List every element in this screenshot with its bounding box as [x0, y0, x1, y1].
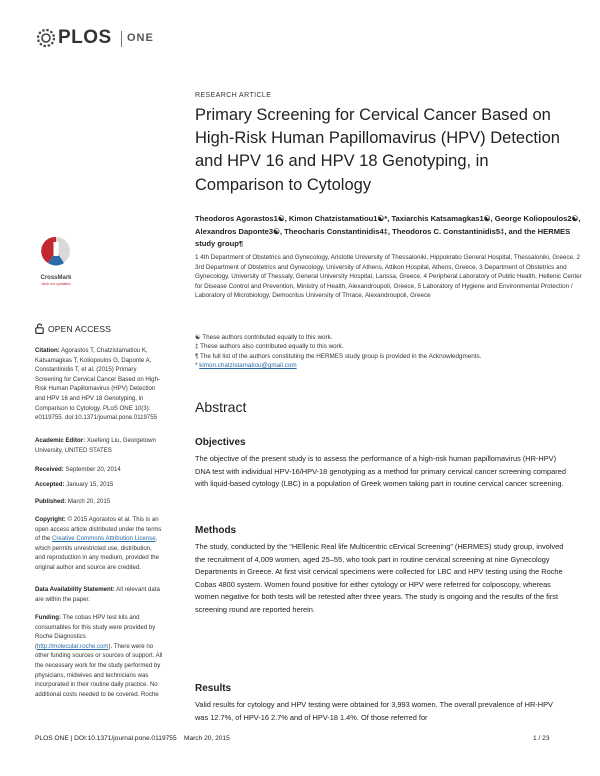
abstract-heading: Abstract — [195, 399, 247, 415]
results-heading: Results — [195, 683, 232, 694]
copyright-text-1: © 2015 Agorastos et al. This is an open access article distributed under the terms of the — [35, 516, 162, 543]
affiliations: 1 4th Department of Obstetrics and Gynecology, Aristotle University of Thessaloniki, Hippokratio General Hospital, Thessaloniki, Greece, 2 3rd Department of Obstetrics and Gynecology, University of Athens, Attikon Hospital, Athens, Greece, 3 Department of Obstetrics and Gynecology, University of Thessaly, General University Hospital, Larissa, Greece, 4 Peripheral Laboratory of Public Health, Hellenic Center for Disease Control and Prevention, Ministry of Health, Alexandroupoli, Greece, 5 Laboratory of Hygiene and Environmental Protection / Laboratory of Microbiology, Democritus University of Thrace, Alexandroupoli, Greece — [195, 254, 582, 300]
email-prefix: * — [195, 361, 200, 369]
received-date: September 20, 2014 — [65, 466, 121, 473]
data-availability-text: All relevant data are within the paper. — [35, 586, 160, 603]
editor-text: Xuefeng Liu, Georgetown University, UNITED STATES — [35, 437, 156, 454]
license-link[interactable]: Creative Commons Attribution License — [51, 535, 156, 543]
objectives-heading: Objectives — [195, 437, 246, 448]
data-availability-label: Data Availability Statement: — [35, 586, 115, 593]
open-access-text: OPEN ACCESS — [48, 324, 112, 334]
plos-one-logo[interactable] — [35, 27, 175, 51]
open-lock-icon — [35, 323, 44, 334]
article-title: Primary Screening for Cervical Cancer Based on High-Risk Human Papillomavirus (HPV) Detection and HPV 16 and HPV 18 Genotyping, in Comparison to Cytology — [195, 106, 560, 194]
citation-block — [35, 346, 163, 423]
accepted-block — [35, 480, 163, 490]
page-number: 1 / 23 — [533, 735, 550, 742]
copyright-text-2: , which permits unrestricted use, distribution, and reproduction in any medium, provided the original author and source are credited. — [35, 535, 159, 571]
methods-text: The study, conducted by the “HEllenic Real life Multicentric cErvical Screening” (HERMES) study group, involved the recruitment of 4,009 women, aged 25–55, who took part in routine cervical screening at nine Gynecology Departments in Greece. At first visit cervical specimens were collected for LBC and HPV testing using the Roche Cobas 4800 system. Women found positive for either cytology or HPV were referred for colposcopy, whereas women negative for both tests will be retested after three years. The study is ongoing and the results of the first screening round are reported herein. — [195, 542, 564, 614]
copyright-label: Copyright: — [35, 516, 66, 523]
logo-wordmark: PLOS — [58, 27, 112, 48]
author-list: Theodoros Agorastos1☯, Kimon Chatzistamatiou1☯*, Taxiarchis Katsamagkas1☯, George Koliopoulos2☯, Alexandros Daponte3☯, Theocharis Constantinidis4‡, Theodoros C. Constantinidis5‡, and the HERMES study group¶ — [195, 214, 581, 249]
author-notes — [195, 333, 585, 370]
accepted-label: Accepted: — [35, 481, 65, 488]
editor-block — [35, 436, 163, 455]
crossmark-badge[interactable] — [38, 233, 74, 285]
methods-heading: Methods — [195, 525, 237, 536]
published-block — [35, 497, 163, 507]
note-study-group: ¶ The full list of the authors constituting the HERMES study group is provided in the Acknowledgments. — [195, 352, 482, 360]
article-type: RESEARCH ARTICLE — [195, 92, 272, 99]
corresponding-email[interactable]: kimon.chatzistamatiou@gmail.com — [199, 361, 297, 369]
results-text: Valid results for cytology and HPV testing were obtained for 3,993 women. The overall prevalence of HR-HPV was 12.7%, of HPV-16 2.7% and of HPV-18 1.4%. Of those referred for — [195, 700, 553, 722]
published-date: March 20, 2015 — [67, 498, 111, 505]
journal-name: ONE — [127, 32, 154, 44]
crossmark-label: CrossMark — [40, 275, 72, 281]
funding-text-1: The cobas HPV test kits and consumables for this study were provided by Roche Diagnostics ( — [35, 614, 156, 650]
editor-label: Academic Editor: — [35, 437, 86, 444]
funding-label: Funding: — [35, 614, 62, 621]
copyright-block — [35, 515, 163, 573]
funding-block — [35, 613, 163, 699]
published-label: Published: — [35, 498, 67, 505]
data-availability-block — [35, 585, 163, 604]
objectives-text: The objective of the present study is to assess the performance of a high-risk human papillomavirus (HR-HPV) DNA test with individual HPV-16/HPV-18 genotyping as a method for primary cervical cancer screening compared with liquid-based cytology (LBC) in a population of Greek women taking part in routine cervical cancer screening. — [195, 454, 566, 489]
crossmark-icon — [38, 233, 74, 269]
received-block — [35, 465, 163, 475]
footer-citation: PLOS ONE | DOI:10.1371/journal.pone.0119755 March 20, 2015 — [35, 735, 230, 742]
note-also-equal: ‡ These authors also contributed equally to this work. — [195, 343, 344, 351]
citation-label: Citation: — [35, 347, 60, 354]
funding-text-2: ). There were no other funding sources or sources of support. All the necessary work for the study performed by physicians, midwives and technicians was incorporated in their routine daily practice. No additional costs needed to be covered. Roche — [35, 642, 163, 698]
accepted-date: January 15, 2015 — [66, 481, 114, 488]
logo-divider — [121, 31, 122, 47]
note-equal-contribution: ☯ These authors contributed equally to this work. — [195, 334, 333, 341]
funding-link[interactable]: http://molecular.roche.com — [37, 642, 109, 650]
plos-logo-icon — [35, 27, 57, 49]
corresponding-email-row — [195, 361, 585, 370]
received-label: Received: — [35, 466, 64, 473]
crossmark-sublabel: click for updates — [41, 281, 71, 286]
citation-text: Agorastos T, Chatzistamatiou K, Katsamagkas T, Koliopoulos G, Daponte A, Constantinidis T, et al. (2015) Primary Screening for Cervical Cancer Based on High-Risk Human Papillomavirus (HPV) Detection and HPV 16 and HPV 18 Genotyping, in Comparison to Cytology. PLoS ONE 10(3): e0119755. doi:10.1371/journal.pone.0119755 — [35, 347, 160, 422]
open-access-label — [35, 323, 111, 334]
